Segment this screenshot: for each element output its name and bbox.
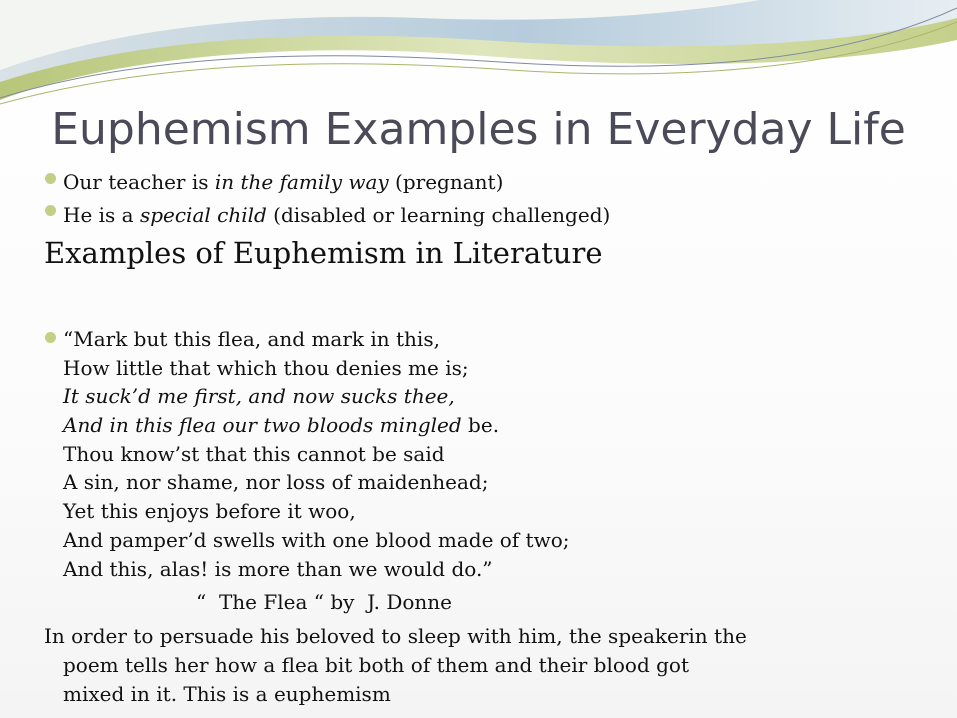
poem-line: Yet this enjoys before it woo, <box>63 499 356 524</box>
poem-line: Thou know’st that this cannot be said <box>63 441 445 466</box>
everyday-example-2: He is a special child (disabled or learning challenged) <box>63 203 611 227</box>
poem-line: A sin, nor shame, nor loss of maidenhead; <box>63 470 489 495</box>
poem-line: “Mark but this flea, and mark in this, <box>63 327 440 351</box>
poem-line: And pamper’d swells with one blood made of two; <box>63 527 570 552</box>
bullet-dot <box>45 173 56 184</box>
poem-line: How little that which thou denies me is; <box>63 355 469 380</box>
bullet-dot <box>45 205 56 216</box>
poem-line: It suck’d me first, and now sucks thee, <box>63 384 455 409</box>
poem-quote <box>63 325 570 583</box>
explanation-paragraph <box>44 622 944 709</box>
explanation-line: poem tells her how a flea bit both of them and their blood got <box>63 653 690 677</box>
explanation-line: mixed in it. This is a euphemism <box>63 682 391 706</box>
header-wave-decoration <box>0 0 957 110</box>
poem-line: And this, alas! is more than we would do.” <box>63 556 493 581</box>
poem-line: And in this flea our two bloods mingled be. <box>63 413 500 438</box>
everyday-example-1: Our teacher is in the family way (pregnant) <box>63 170 504 194</box>
slide-title: Euphemism Examples in Everyday Life <box>51 104 906 155</box>
explanation-line: In order to persuade his beloved to sleep with him, the speakerin the <box>44 624 747 648</box>
literature-heading: Examples of Euphemism in Literature <box>44 236 603 270</box>
poem-attribution: “ The Flea “ by J. Donne <box>196 590 452 614</box>
bullet-dot <box>45 332 56 343</box>
